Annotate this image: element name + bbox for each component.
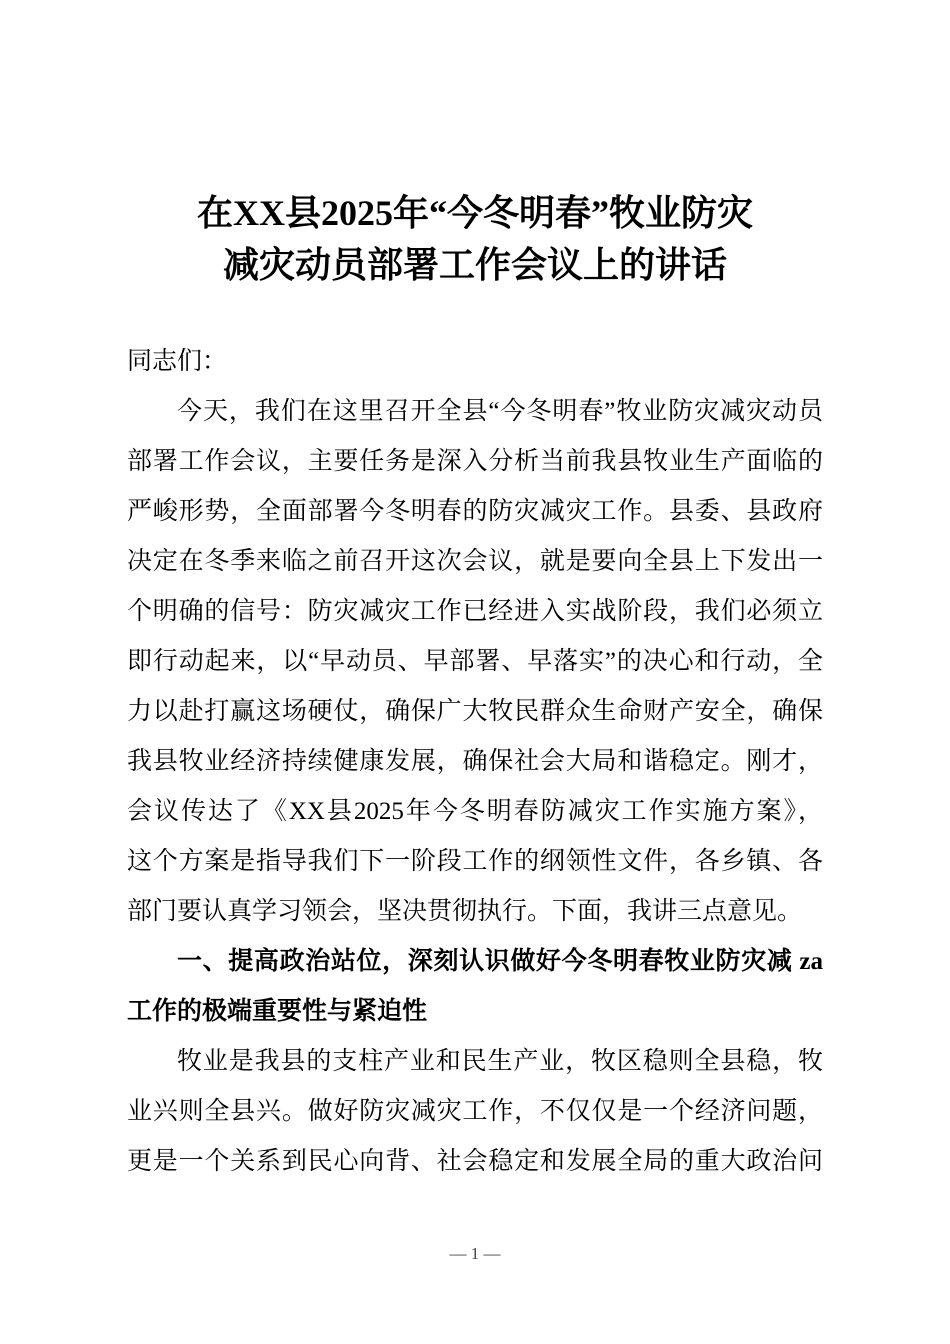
text-line: 我县牧业经济持续健康发展，确保社会大局和谐稳定。刚才，	[127, 748, 823, 775]
text-line: 牧业是我县的支柱产业和民生产业，牧区稳则全县稳，牧	[177, 1048, 823, 1075]
heading-line: 一、提高政治站位，深刻认识做好今冬明春牧业防灾减 za	[177, 948, 823, 975]
salutation: 同志们：	[127, 348, 228, 375]
text-line: 更是一个关系到民心向背、社会稳定和发展全局的重大政治问	[127, 1148, 823, 1175]
page-number: — 1 —	[449, 1244, 501, 1263]
text-line: 个明确的信号：防灾减灾工作已经进入实战阶段，我们必须立	[127, 598, 823, 625]
text-line: 即行动起来，以“早动员、早部署、早落实”的决心和行动，全	[127, 648, 823, 675]
heading-line: 工作的极端重要性与紧迫性	[127, 998, 428, 1025]
section-heading-1	[127, 937, 823, 1037]
text-line: 部门要认真学习领会，坚决贯彻执行。下面，我讲三点意见。	[127, 898, 803, 925]
text-line: 这个方案是指导我们下一阶段工作的纲领性文件，各乡镇、各	[127, 848, 823, 875]
text-line: 会议传达了《XX县2025年今冬明春防减灾工作实施方案》，	[127, 798, 823, 825]
text-line: 决定在冬季来临之前召开这次会议，就是要向全县上下发出一	[127, 548, 823, 575]
document-title	[100, 187, 850, 291]
paragraph-intro	[127, 387, 823, 937]
paragraph-section-1	[127, 1037, 823, 1187]
text-line: 严峻形势，全面部署今冬明春的防灾减灾工作。县委、县政府	[127, 498, 823, 525]
text-line: 业兴则全县兴。做好防灾减灾工作，不仅仅是一个经济问题，	[127, 1098, 823, 1125]
title-line-2: 减灾动员部署工作会议上的讲话	[222, 245, 727, 285]
text-line: 力以赴打赢这场硬仗，确保广大牧民群众生命财产安全，确保	[127, 698, 823, 725]
title-line-1: 在XX县2025年“今冬明春”牧业防灾	[197, 193, 753, 233]
text-line: 今天，我们在这里召开全县“今冬明春”牧业防灾减灾动员	[177, 398, 823, 425]
document-body	[127, 337, 823, 1187]
text-line: 部署工作会议，主要任务是深入分析当前我县牧业生产面临的	[127, 448, 823, 475]
